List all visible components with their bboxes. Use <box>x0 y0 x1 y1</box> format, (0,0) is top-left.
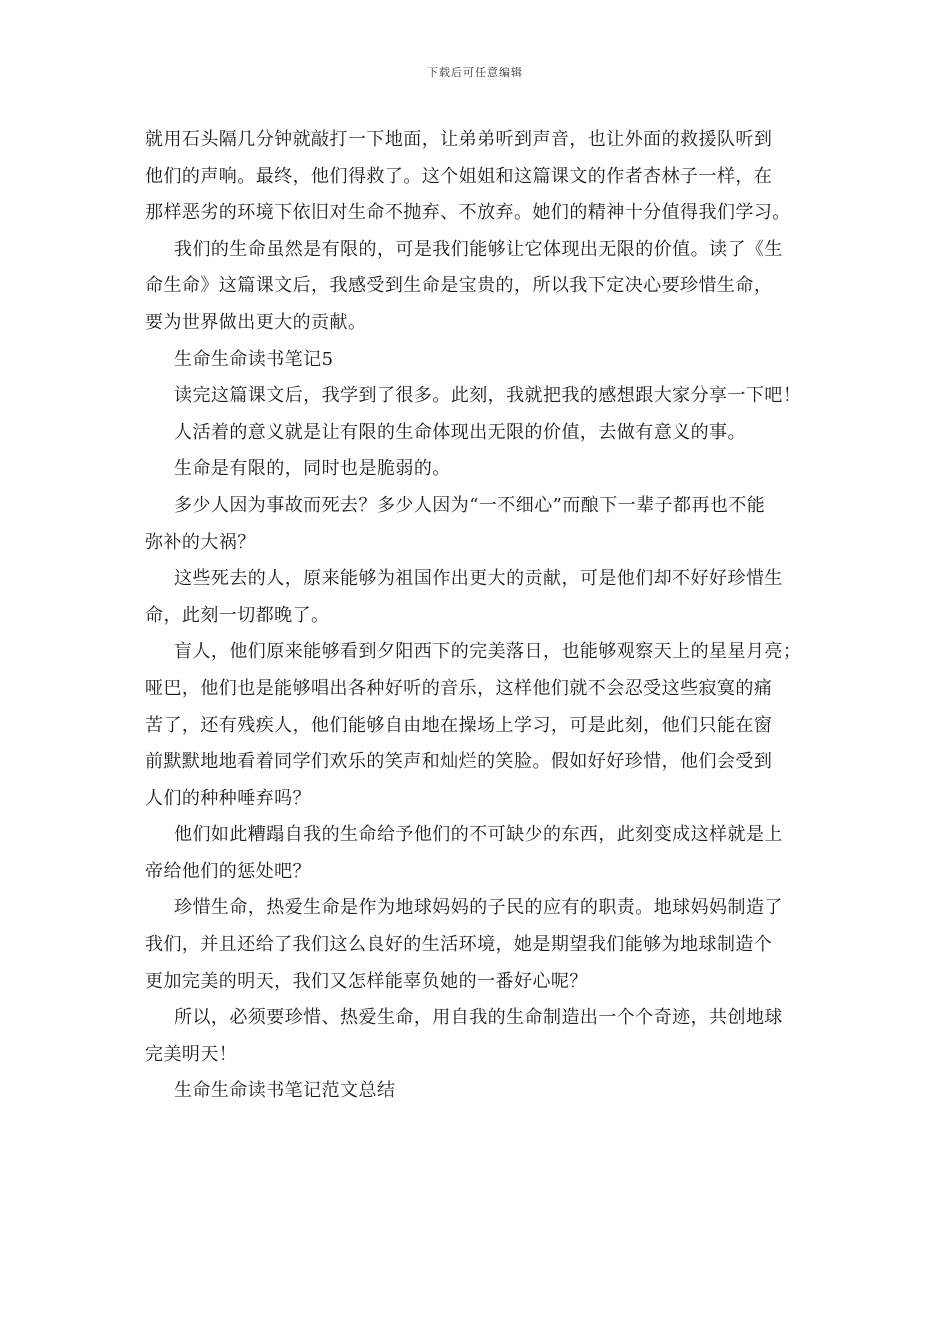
text-line: 前默默地地看着同学们欢乐的笑声和灿烂的笑脸。假如好好珍惜，他们会受到 <box>145 751 773 773</box>
text-line: 读完这篇课文后，我学到了很多。此刻，我就把我的感想跟大家分享一下吧！ <box>174 385 802 407</box>
text-line: 要为世界做出更大的贡献。 <box>145 311 367 333</box>
document-body <box>145 122 810 1110</box>
text-line: 生命生命读书笔记5 <box>174 348 334 370</box>
text-line: 人们的种种唾弃吗？ <box>145 787 312 809</box>
text-line: 我们，并且还给了我们这么良好的生活环境，她是期望我们能够为地球制造个 <box>145 934 773 956</box>
text-line: 生命是有限的，同时也是脆弱的。 <box>174 458 451 480</box>
text-line: 弥补的大祸？ <box>145 531 256 553</box>
text-line: 那样恶劣的环境下依旧对生命不抛弃、不放弃。她们的精神十分值得我们学习。 <box>145 202 791 224</box>
text-line: 人活着的意义就是让有限的生命体现出无限的价值，去做有意义的事。 <box>174 421 746 443</box>
text-line: 苦了，还有残疾人，他们能够自由地在操场上学习，可是此刻，他们只能在窗 <box>145 714 773 736</box>
text-line: 这些死去的人，原来能够为祖国作出更大的贡献，可是他们却不好好珍惜生 <box>174 568 783 590</box>
text-line: 他们如此糟蹋自我的生命给予他们的不可缺少的东西，此刻变成这样就是上 <box>174 824 783 846</box>
text-line: 所以，必须要珍惜、热爱生命，用自我的生命制造出一个个奇迹，共创地球 <box>174 1007 783 1029</box>
text-line: 生命生命读书笔记范文总结 <box>174 1080 396 1102</box>
page-header: 下载后可任意编辑 <box>427 66 523 79</box>
text-line: 哑巴，他们也是能够唱出各种好听的音乐，这样他们就不会忍受这些寂寞的痛 <box>145 677 773 699</box>
text-line: 他们的声响。最终，他们得救了。这个姐姐和这篇课文的作者杏林子一样，在 <box>145 165 773 187</box>
text-line: 我们的生命虽然是有限的，可是我们能够让它体现出无限的价值。读了《生 <box>174 238 783 260</box>
text-line: 珍惜生命，热爱生命是作为地球妈妈的子民的应有的职责。地球妈妈制造了 <box>174 897 783 919</box>
text-line: 完美明天！ <box>145 1043 238 1065</box>
text-line: 命，此刻一切都晚了。 <box>145 604 330 626</box>
text-line: 更加完美的明天，我们又怎样能辜负她的一番好心呢？ <box>145 970 588 992</box>
text-line: 命生命》这篇课文后，我感受到生命是宝贵的，所以我下定决心要珍惜生命， <box>145 275 773 297</box>
text-line: 就用石头隔几分钟就敲打一下地面，让弟弟听到声音，也让外面的救援队听到 <box>145 129 773 150</box>
text-line: 盲人，他们原来能够看到夕阳西下的完美落日，也能够观察天上的星星月亮； <box>174 641 802 663</box>
text-line: 帝给他们的惩处吧？ <box>145 860 312 882</box>
text-line: 多少人因为事故而死去？多少人因为“一不细心”而酿下一辈子都再也不能 <box>174 494 766 516</box>
